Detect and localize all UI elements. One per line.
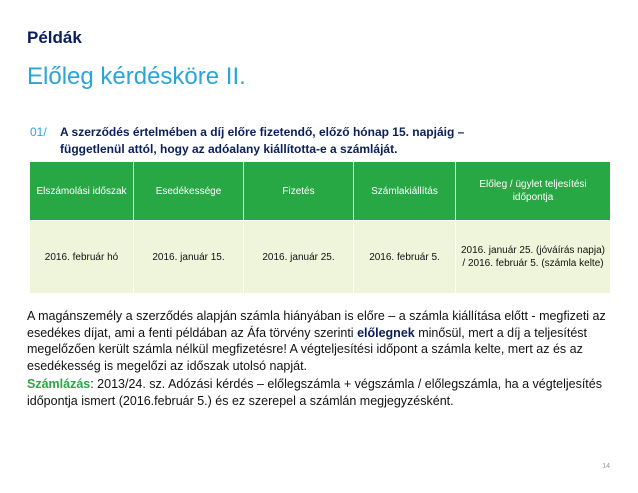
table-cell: 2016. január 15. bbox=[134, 220, 244, 293]
question-block bbox=[30, 124, 590, 158]
table-cell: 2016. február hó bbox=[30, 220, 134, 293]
paragraph-1-text-b: minősül, mert a díj a teljesítést megelőzően került számla nélkül megfizetésre! A végteljesítési időpont a számla kelte, mert az és az esedékesség is megelőzi az időszak utolsó napját. bbox=[27, 325, 588, 373]
question-text-1: A szerződés értelmében a díj előre fizetendő, előző hónap 15. napjáig – bbox=[60, 125, 465, 139]
table-header-cell: Előleg / ügylet teljesítési időpontja bbox=[456, 162, 610, 220]
question-number: 01/ bbox=[30, 125, 47, 139]
question-line-2: függetlenül attól, hogy az adóalany kiállította-e a számláját. bbox=[60, 142, 398, 156]
table-cell: 2016. január 25. bbox=[244, 220, 354, 293]
table-row bbox=[30, 220, 610, 293]
table-header-cell: Számlakiállítás bbox=[354, 162, 456, 220]
paragraph-1-text-a: A magánszemély a szerződés alapján számla hiányában is előre – a számla kiállítása előtt - megfizeti az esedékes díjat, ami a fenti példában az Áfa törvény szerinti bbox=[27, 309, 606, 340]
slide-title: Előleg kérdésköre II. bbox=[27, 63, 246, 90]
paragraph-2-text: : 2013/24. sz. Adózási kérdés – előlegszámla + végszámla / előlegszámla, ha a végteljesítés időpontja ismert (2016.február 5.) és ez szerepel a számlán megjegyzésként. bbox=[27, 377, 602, 408]
section-title: Példák bbox=[27, 28, 82, 47]
table-header-cell: Elszámolási időszak bbox=[30, 162, 134, 220]
page-number: 14 bbox=[602, 463, 610, 470]
table-cell: 2016. február 5. bbox=[354, 220, 456, 293]
question-line-1 bbox=[30, 124, 590, 141]
table-header-cell: Esedékessége bbox=[134, 162, 244, 220]
highlight-term: előlegnek bbox=[357, 325, 415, 340]
table-cell: 2016. január 25. (jóváírás napja) / 2016. február 5. (számla kelte) bbox=[456, 220, 610, 293]
paragraph-1 bbox=[27, 308, 617, 374]
table-header-cell: Fizetés bbox=[244, 162, 354, 220]
table-header-row bbox=[30, 162, 610, 220]
body-text bbox=[27, 308, 617, 409]
paragraph-2 bbox=[27, 376, 617, 409]
data-table bbox=[30, 162, 610, 293]
invoicing-label: Számlázás bbox=[27, 377, 91, 391]
